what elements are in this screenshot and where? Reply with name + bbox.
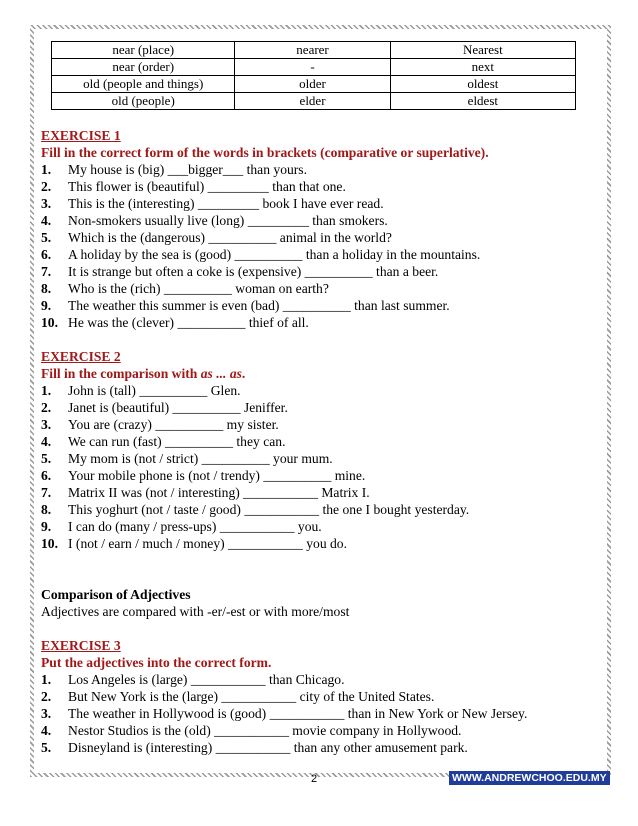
item-text: I can do (many / press-ups) ___________ you. — [68, 519, 322, 534]
item-number: 2. — [41, 689, 52, 704]
item-number: 7. — [41, 264, 52, 279]
comparison-table — [51, 41, 576, 110]
table-cell: eldest — [390, 93, 575, 110]
item-number: 2. — [41, 400, 52, 415]
item-text: Your mobile phone is (not / trendy) __________ mine. — [68, 468, 366, 483]
item-number: 9. — [41, 298, 52, 313]
item-number: 1. — [41, 672, 52, 687]
item-number: 5. — [41, 451, 52, 466]
table-cell: next — [390, 59, 575, 76]
item-number: 9. — [41, 519, 52, 534]
exercise-3-list — [41, 671, 601, 756]
exercise-item — [41, 671, 601, 688]
item-text: I (not / earn / much / money) ___________ you do. — [68, 536, 348, 551]
table-cell: oldest — [390, 76, 575, 93]
page-number: 2 — [311, 773, 318, 785]
exercise-item — [41, 739, 601, 756]
table-cell: elder — [235, 93, 390, 110]
item-number: 1. — [41, 162, 52, 177]
exercise-item — [41, 212, 601, 229]
item-text: This flower is (beautiful) _________ than that one. — [68, 179, 346, 194]
exercise-item — [41, 722, 601, 739]
item-number: 8. — [41, 502, 52, 517]
table-cell: older — [235, 76, 390, 93]
item-number: 7. — [41, 485, 52, 500]
item-number: 6. — [41, 468, 52, 483]
exercise-1-list — [41, 161, 601, 331]
item-number: 4. — [41, 723, 52, 738]
table-cell: old (people and things) — [52, 76, 235, 93]
item-number: 3. — [41, 417, 52, 432]
item-text: John is (tall) __________ Glen. — [68, 383, 241, 398]
table-row — [52, 59, 576, 76]
item-text: My mom is (not / strict) __________ your mum. — [68, 451, 333, 466]
item-number: 5. — [41, 230, 52, 245]
exercise-2-list — [41, 382, 601, 552]
website-link[interactable]: WWW.ANDREWCHOO.EDU.MY — [449, 771, 610, 785]
exercise-item — [41, 450, 601, 467]
item-text: The weather this summer is even (bad) __________ than last summer. — [68, 298, 450, 313]
exercise-item — [41, 501, 601, 518]
table-row — [52, 76, 576, 93]
exercise-item — [41, 280, 601, 297]
exercise-item — [41, 535, 601, 552]
exercise-1-title: EXERCISE 1 — [41, 128, 121, 143]
item-text: It is strange but often a coke is (expensive) __________ than a beer. — [68, 264, 439, 279]
table-cell: near (order) — [52, 59, 235, 76]
item-number: 8. — [41, 281, 52, 296]
instruction-emphasis: as ... as — [200, 366, 242, 381]
item-text: He was the (clever) __________ thief of all. — [68, 315, 309, 330]
comparison-text: Adjectives are compared with -er/-est or with more/most — [41, 604, 350, 619]
exercise-item — [41, 705, 601, 722]
item-number: 1. — [41, 383, 52, 398]
exercise-item — [41, 484, 601, 501]
item-number: 3. — [41, 706, 52, 721]
exercise-item — [41, 178, 601, 195]
table-cell: Nearest — [390, 42, 575, 59]
exercise-item — [41, 467, 601, 484]
exercise-3-title: EXERCISE 3 — [41, 638, 121, 653]
item-number: 2. — [41, 179, 52, 194]
item-text: Nestor Studios is the (old) ___________ movie company in Hollywood. — [68, 723, 462, 738]
table-cell: - — [235, 59, 390, 76]
exercise-item — [41, 399, 601, 416]
table-cell: old (people) — [52, 93, 235, 110]
item-number: 4. — [41, 434, 52, 449]
item-text: Who is the (rich) __________ woman on earth? — [68, 281, 329, 296]
item-text: Non-smokers usually live (long) _________ than smokers. — [68, 213, 388, 228]
item-text: Los Angeles is (large) ___________ than Chicago. — [68, 672, 345, 687]
table-row — [52, 93, 576, 110]
item-text: Janet is (beautiful) __________ Jeniffer. — [68, 400, 288, 415]
item-number: 10. — [41, 315, 58, 330]
exercise-item — [41, 314, 601, 331]
exercise-2-title: EXERCISE 2 — [41, 349, 121, 364]
item-text: The weather in Hollywood is (good) ___________ than in New York or New Jersey. — [68, 706, 528, 721]
item-number: 4. — [41, 213, 52, 228]
exercise-item — [41, 382, 601, 399]
exercise-2-instruction: Fill in the comparison with as ... as. — [41, 366, 246, 381]
item-text: Matrix II was (not / interesting) ___________ Matrix I. — [68, 485, 370, 500]
exercise-item — [41, 195, 601, 212]
exercise-item — [41, 297, 601, 314]
exercise-item — [41, 229, 601, 246]
item-number: 10. — [41, 536, 58, 551]
item-text: We can run (fast) __________ they can. — [68, 434, 286, 449]
item-text: But New York is the (large) ___________ city of the United States. — [68, 689, 435, 704]
item-text: This is the (interesting) _________ book I have ever read. — [68, 196, 384, 211]
worksheet-content — [41, 127, 601, 756]
exercise-1-instruction: Fill in the correct form of the words in brackets (comparative or superlative). — [41, 145, 489, 160]
table-cell: nearer — [235, 42, 390, 59]
exercise-3-instruction: Put the adjectives into the correct form. — [41, 655, 272, 670]
exercise-item — [41, 688, 601, 705]
item-number: 5. — [41, 740, 52, 755]
exercise-item — [41, 263, 601, 280]
item-text: My house is (big) ___bigger___ than yours. — [68, 162, 307, 177]
exercise-item — [41, 246, 601, 263]
exercise-item — [41, 518, 601, 535]
exercise-item — [41, 433, 601, 450]
exercise-item — [41, 416, 601, 433]
item-number: 3. — [41, 196, 52, 211]
item-text: A holiday by the sea is (good) __________ than a holiday in the mountains. — [68, 247, 481, 262]
comparison-heading: Comparison of Adjectives — [41, 587, 191, 602]
item-text: You are (crazy) __________ my sister. — [68, 417, 279, 432]
table-cell: near (place) — [52, 42, 235, 59]
item-text: This yoghurt (not / taste / good) ___________ the one I bought yesterday. — [68, 502, 470, 517]
item-text: Disneyland is (interesting) ___________ than any other amusement park. — [68, 740, 468, 755]
table-row — [52, 42, 576, 59]
item-text: Which is the (dangerous) __________ animal in the world? — [68, 230, 392, 245]
exercise-item — [41, 161, 601, 178]
item-number: 6. — [41, 247, 52, 262]
